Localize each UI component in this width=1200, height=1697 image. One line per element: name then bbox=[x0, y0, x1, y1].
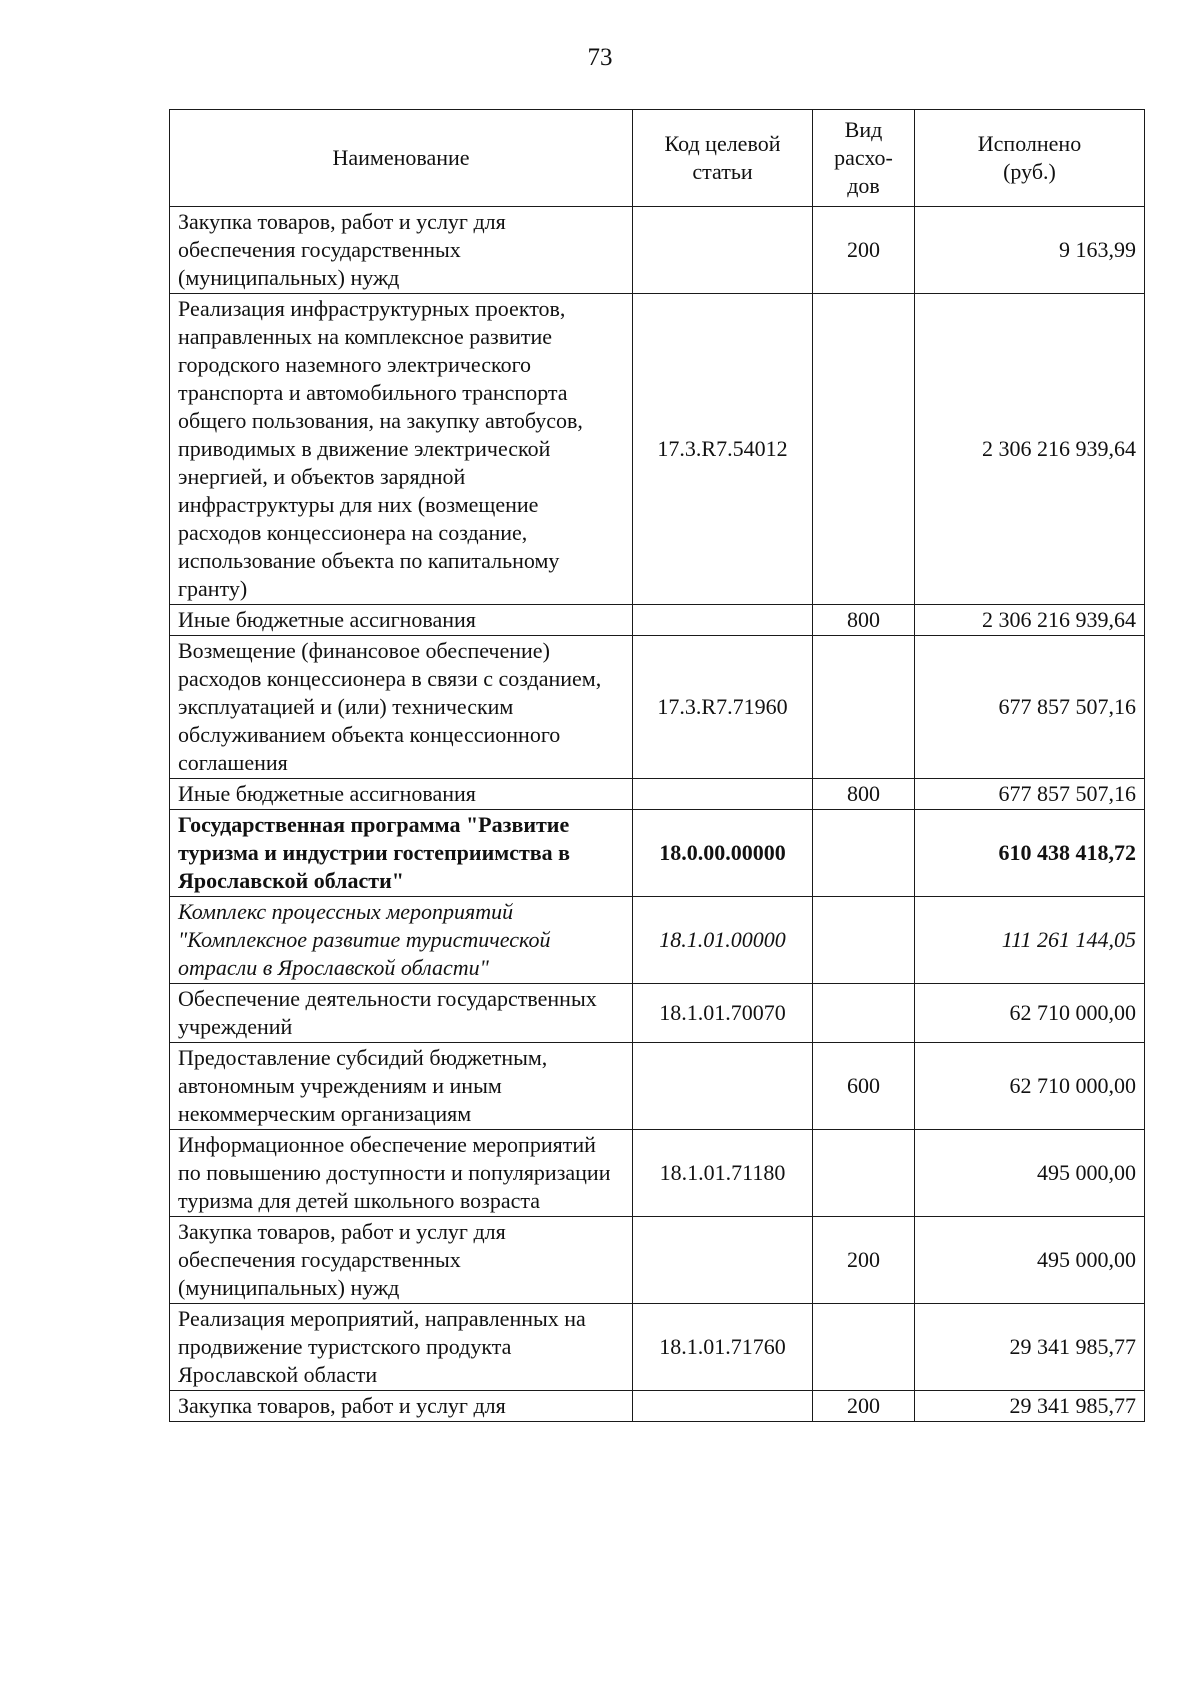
row-type-cell bbox=[813, 636, 915, 779]
row-name-cell: Иные бюджетные ассигнования bbox=[170, 605, 633, 636]
row-type-cell bbox=[813, 984, 915, 1043]
table-row bbox=[170, 779, 1145, 810]
row-code-cell: 17.3.R7.54012 bbox=[633, 294, 813, 605]
row-name-cell: Закупка товаров, работ и услуг для обеспечения государственных (муниципальных) нужд bbox=[170, 1217, 633, 1304]
header-type-line: Вид bbox=[844, 117, 883, 142]
table-row bbox=[170, 810, 1145, 897]
row-amount-cell: 29 341 985,77 bbox=[915, 1304, 1145, 1391]
header-code-line: Код целевой bbox=[664, 131, 781, 156]
row-name-cell: Комплекс процессных мероприятий "Комплексное развитие туристической отрасли в Ярославской области" bbox=[170, 897, 633, 984]
page-number: 73 bbox=[587, 44, 613, 71]
row-name-cell: Закупка товаров, работ и услуг для обеспечения государственных (муниципальных) нужд bbox=[170, 207, 633, 294]
row-name-cell: Возмещение (финансовое обеспечение) расходов концессионера в связи с созданием, эксплуатацией и (или) техническим обслуживанием объекта концессионного соглашения bbox=[170, 636, 633, 779]
row-type-cell bbox=[813, 810, 915, 897]
budget-table bbox=[169, 109, 1145, 1422]
table-row bbox=[170, 605, 1145, 636]
table-row bbox=[170, 1217, 1145, 1304]
row-name-cell: Информационное обеспечение мероприятий по повышению доступности и популяризации туризма для детей школьного возраста bbox=[170, 1130, 633, 1217]
header-type-line: расхо- bbox=[834, 145, 893, 170]
header-amount bbox=[915, 110, 1145, 207]
row-name-cell: Реализация инфраструктурных проектов, направленных на комплексное развитие городского наземного электрического транспорта и автомобильного транспорта общего пользования, на закупку автобусов, приводимых в движение электрической энергией, и объектов зарядной инфраструктуры для них (возмещение расходов концессионера на создание, использование объекта по капитальному гранту) bbox=[170, 294, 633, 605]
row-amount-cell: 62 710 000,00 bbox=[915, 1043, 1145, 1130]
row-amount-cell: 677 857 507,16 bbox=[915, 779, 1145, 810]
row-type-cell: 200 bbox=[813, 207, 915, 294]
row-name-cell: Закупка товаров, работ и услуг для bbox=[170, 1391, 633, 1422]
row-type-cell: 200 bbox=[813, 1217, 915, 1304]
row-amount-cell: 495 000,00 bbox=[915, 1130, 1145, 1217]
row-type-cell bbox=[813, 294, 915, 605]
table-row bbox=[170, 984, 1145, 1043]
header-amount-line: Исполнено bbox=[977, 131, 1082, 156]
header-name bbox=[170, 110, 633, 207]
row-name-cell: Государственная программа "Развитие туризма и индустрии гостеприимства в Ярославской области" bbox=[170, 810, 633, 897]
row-type-cell: 800 bbox=[813, 779, 915, 810]
row-code-cell bbox=[633, 1391, 813, 1422]
row-amount-cell: 677 857 507,16 bbox=[915, 636, 1145, 779]
row-amount-cell: 2 306 216 939,64 bbox=[915, 294, 1145, 605]
row-amount-cell: 610 438 418,72 bbox=[915, 810, 1145, 897]
row-amount-cell: 2 306 216 939,64 bbox=[915, 605, 1145, 636]
header-name-line: Наименование bbox=[332, 145, 470, 170]
table-row bbox=[170, 207, 1145, 294]
row-code-cell: 18.1.01.70070 bbox=[633, 984, 813, 1043]
table-row bbox=[170, 897, 1145, 984]
row-code-cell: 18.1.01.00000 bbox=[633, 897, 813, 984]
table-row bbox=[170, 636, 1145, 779]
table-body bbox=[170, 207, 1145, 1422]
row-amount-cell: 111 261 144,05 bbox=[915, 897, 1145, 984]
table-row bbox=[170, 1304, 1145, 1391]
row-amount-cell: 495 000,00 bbox=[915, 1217, 1145, 1304]
table-row bbox=[170, 1391, 1145, 1422]
row-type-cell: 600 bbox=[813, 1043, 915, 1130]
row-code-cell: 18.1.01.71180 bbox=[633, 1130, 813, 1217]
table-header-row bbox=[170, 110, 1145, 207]
row-amount-cell: 29 341 985,77 bbox=[915, 1391, 1145, 1422]
row-amount-cell: 9 163,99 bbox=[915, 207, 1145, 294]
row-type-cell: 200 bbox=[813, 1391, 915, 1422]
row-name-cell: Реализация мероприятий, направленных на продвижение туристского продукта Ярославской области bbox=[170, 1304, 633, 1391]
row-name-cell: Обеспечение деятельности государственных учреждений bbox=[170, 984, 633, 1043]
header-type-line: дов bbox=[847, 173, 880, 198]
row-type-cell: 800 bbox=[813, 605, 915, 636]
header-type bbox=[813, 110, 915, 207]
row-code-cell bbox=[633, 779, 813, 810]
table-row bbox=[170, 1043, 1145, 1130]
row-code-cell bbox=[633, 207, 813, 294]
row-code-cell bbox=[633, 1043, 813, 1130]
header-amount-line: (руб.) bbox=[1003, 159, 1056, 184]
row-code-cell: 18.1.01.71760 bbox=[633, 1304, 813, 1391]
table-row bbox=[170, 294, 1145, 605]
header-code bbox=[633, 110, 813, 207]
row-name-cell: Предоставление субсидий бюджетным, автономным учреждениям и иным некоммерческим организациям bbox=[170, 1043, 633, 1130]
row-name-cell: Иные бюджетные ассигнования bbox=[170, 779, 633, 810]
row-type-cell bbox=[813, 1130, 915, 1217]
row-type-cell bbox=[813, 1304, 915, 1391]
table-row bbox=[170, 1130, 1145, 1217]
row-code-cell: 17.3.R7.71960 bbox=[633, 636, 813, 779]
row-amount-cell: 62 710 000,00 bbox=[915, 984, 1145, 1043]
row-type-cell bbox=[813, 897, 915, 984]
row-code-cell: 18.0.00.00000 bbox=[633, 810, 813, 897]
header-code-line: статьи bbox=[692, 159, 753, 184]
row-code-cell bbox=[633, 605, 813, 636]
row-code-cell bbox=[633, 1217, 813, 1304]
